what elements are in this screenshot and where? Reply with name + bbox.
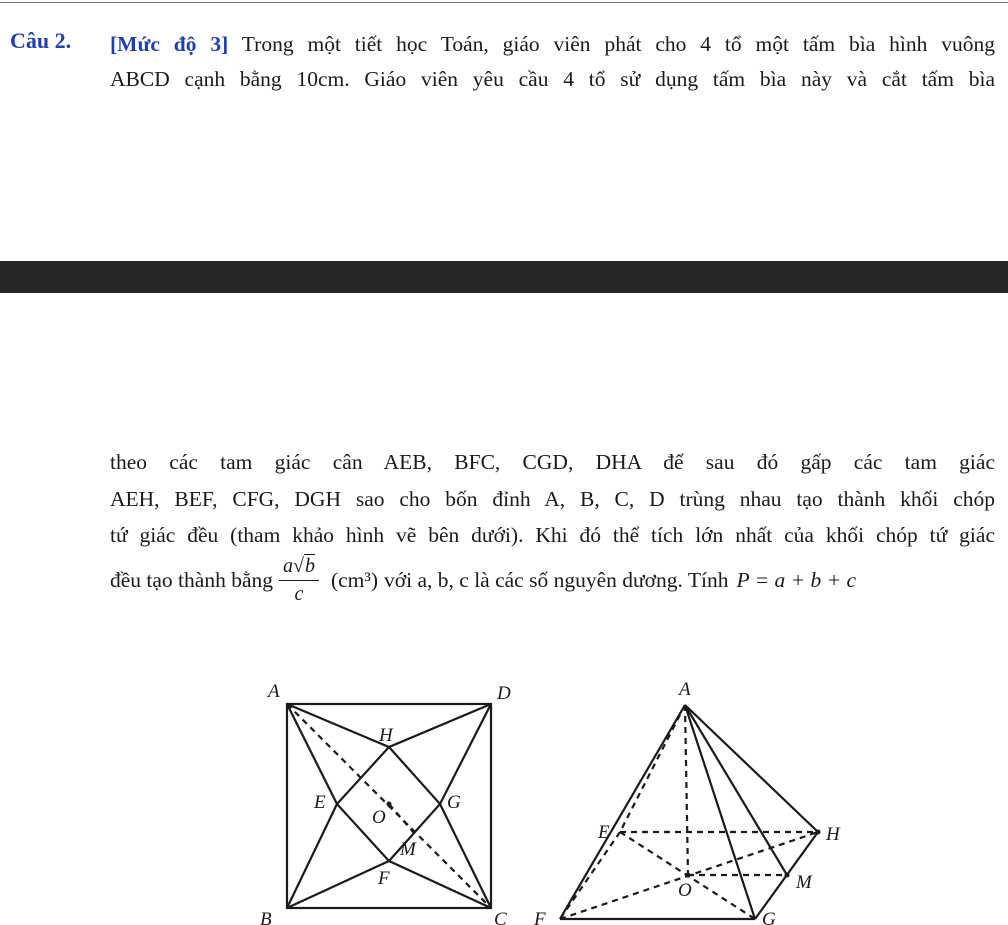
label-c-left: C (494, 909, 507, 925)
label-h-left: H (379, 725, 393, 746)
question-line-2: ABCD cạnh bằng 10cm. Giáo viên yêu cầu 4 tổ sử dụng tấm bìa này và cắt tấm bìa (110, 67, 995, 91)
line-6-prefix: đều tạo thành bằng (110, 568, 273, 592)
label-g-right: G (762, 909, 776, 925)
label-h-right: H (826, 824, 840, 845)
volume-fraction: $\frac{a√b}{c}$ (279, 555, 319, 606)
base-ef (560, 832, 620, 919)
question-line-5: tứ giác đều (tham khảo hình vẽ bên dưới). Khi đó thể tích lớn nhất của khối chóp tứ giác (110, 523, 995, 547)
edge-am (685, 705, 787, 875)
label-b-left: B (260, 909, 272, 925)
label-g-left: G (447, 792, 461, 813)
line-6-suffix: với a, b, c là các số nguyên dương. Tính (384, 568, 729, 592)
label-o-right: O (678, 880, 692, 901)
om-segment (389, 804, 414, 833)
question-line-4: AEH, BEF, CFG, DGH sao cho bốn đỉnh A, B, C, D trùng nhau tạo thành khối chóp (110, 487, 995, 511)
question-line-6 (110, 555, 995, 606)
label-e-right: E (598, 822, 610, 843)
point-o-left (387, 802, 392, 807)
edge-ae (620, 705, 685, 832)
label-f-left: F (378, 868, 390, 889)
frac-c: c (294, 583, 304, 605)
label-a-left: A (268, 681, 280, 702)
height-ao (685, 705, 688, 875)
frac-a: a (283, 555, 293, 577)
top-rule (0, 0, 1008, 12)
point-o-right (686, 873, 691, 878)
question-line-1 (110, 28, 995, 60)
question-number: Câu 2. (10, 28, 72, 53)
frac-b: b (304, 555, 315, 577)
figures-svg (0, 600, 1008, 925)
question-line-3: theo các tam giác cân AEB, BFC, CGD, DHA để sau đó gấp các tam giác (110, 450, 995, 474)
label-o-left: O (372, 807, 386, 828)
label-m-right: M (796, 872, 812, 893)
point-h-right (816, 830, 821, 835)
edge-af (560, 705, 685, 919)
label-a-right: A (679, 679, 691, 700)
question-line-1-text: Trong một tiết học Toán, giáo viên phát cho 4 tổ một tấm bìa hình vuông (241, 32, 995, 56)
label-m-left: M (400, 839, 416, 860)
label-f-right: F (534, 909, 546, 925)
tri-aeb (287, 704, 337, 908)
figures (0, 600, 1008, 925)
label-d-left: D (497, 683, 511, 704)
formula: P = a + b + c (736, 568, 857, 592)
label-e-left: E (314, 792, 326, 813)
point-m-right (785, 873, 790, 878)
difficulty-level: [Mức độ 3] (110, 32, 229, 56)
redaction-bar (0, 261, 1008, 293)
volume-unit: (cm³) (330, 568, 379, 592)
